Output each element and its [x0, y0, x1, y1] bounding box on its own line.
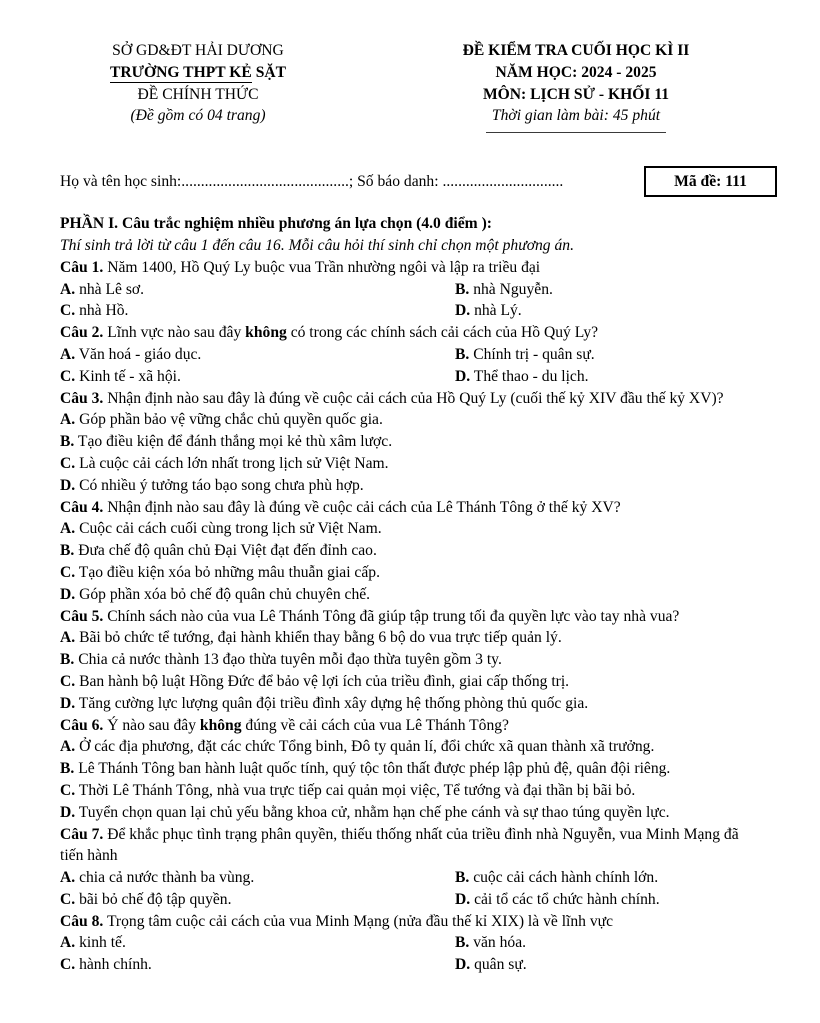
department-name: SỞ GD&ĐT HẢI DƯƠNG — [112, 42, 284, 59]
q5-option-A: A. Bãi bỏ chức tể tướng, đại hành khiển thay bằng 6 bộ do vua trực tiếp quản lý. — [60, 629, 562, 647]
student-info-row — [60, 166, 777, 197]
q6-option-B-letter: B. — [60, 760, 75, 778]
q5-stem: Câu 5. Chính sách nào của vua Lê Thánh Tông đã giúp tập trung tối đa quyền lực vào tay nhà vua? — [60, 607, 680, 625]
q2-stem: Câu 2. Lĩnh vực nào sau đây không có trong các chính sách cải cách của Hồ Quý Ly? — [60, 324, 599, 342]
q8-option-D-letter: D. — [455, 956, 471, 974]
q3-option-B: B. Tạo điều kiện để đánh thắng mọi kẻ thù xâm lược. — [60, 433, 393, 451]
school-year: NĂM HỌC: 2024 - 2025 — [495, 63, 657, 81]
q8-option-C-letter: C. — [60, 956, 76, 974]
q5-option-C: C. Ban hành bộ luật Hồng Đức để bảo vệ lợi ích của triều đình, giai cấp thống trị. — [60, 672, 570, 690]
q2-option-B-letter: B. — [455, 345, 470, 363]
q7-number: Câu 7. — [60, 825, 104, 843]
q6-option-D-letter: D. — [60, 803, 76, 821]
student-name-dotted-line: ........................................... — [181, 172, 349, 190]
official-exam-label: ĐỀ CHÍNH THỨC — [137, 85, 259, 103]
q7-option-C: C. bãi bỏ chế độ tập quyền. — [60, 890, 232, 908]
q1-option-C-letter: C. — [60, 302, 76, 320]
q2-option-D-letter: D. — [455, 367, 471, 385]
q7-options — [60, 867, 763, 911]
q2-option-C-letter: C. — [60, 367, 76, 385]
q3-option-D-letter: D. — [60, 476, 76, 494]
q8-option-A-letter: A. — [60, 934, 76, 952]
part1-heading: PHẦN I. Câu trắc nghiệm nhiều phương án lựa chọn (4.0 điểm ): — [60, 215, 492, 233]
q5-option-D-letter: D. — [60, 694, 76, 712]
q7-option-B-letter: B. — [455, 869, 470, 887]
q2-option-A-letter: A. — [60, 345, 76, 363]
school-name — [58, 62, 338, 84]
q3-option-C: C. Là cuộc cải cách lớn nhất trong lịch sử Việt Nam. — [60, 454, 389, 472]
q4-option-C: C. Tạo điều kiện xóa bỏ những mâu thuẫn giai cấp. — [60, 563, 380, 581]
q6-option-D: D. Tuyển chọn quan lại chủ yếu bằng khoa cử, nhằm hạn chế phe cánh và sự thao túng quyền lực. — [60, 803, 670, 821]
part1-instruction: Thí sinh trả lời từ câu 1 đến câu 16. Mỗi câu hỏi thí sinh chỉ chọn một phương án. — [60, 236, 574, 254]
q3-options — [60, 409, 763, 496]
q7-option-B: B. cuộc cải cách hành chính lớn. — [455, 869, 659, 887]
q1-option-D: D. nhà Lý. — [455, 302, 522, 320]
q5-option-C-letter: C. — [60, 672, 76, 690]
header-right-block — [398, 40, 754, 133]
q6-stem: Câu 6. Ý nào sau đây không đúng về cải cách của vua Lê Thánh Tông? — [60, 716, 509, 734]
q4-option-A-letter: A. — [60, 520, 76, 538]
q8-option-B-letter: B. — [455, 934, 470, 952]
q4-option-A: A. Cuộc cải cách cuối cùng trong lịch sử Việt Nam. — [60, 520, 382, 538]
q7-option-A-letter: A. — [60, 869, 76, 887]
q4-stem: Câu 4. Nhận định nào sau đây là đúng về cuộc cải cách của Lê Thánh Tông ở thế kỷ XV? — [60, 498, 621, 516]
q8-option-B: B. văn hóa. — [455, 934, 527, 952]
q6-option-A-letter: A. — [60, 738, 76, 756]
q1-number: Câu 1. — [60, 258, 104, 276]
q1-stem: Câu 1. Năm 1400, Hồ Quý Ly buộc vua Trần nhường ngôi và lập ra triều đại — [60, 258, 541, 276]
q7-option-D-letter: D. — [455, 890, 471, 908]
q4-options — [60, 518, 763, 605]
q6-option-A: A. Ở các địa phương, đặt các chức Tổng binh, Đô ty quản lí, đổi chức xã quan thành xã trưởng. — [60, 738, 655, 756]
q5-option-D: D. Tăng cường lực lượng quân đội triều đình xây dựng hệ thống phòng thủ quốc gia. — [60, 694, 589, 712]
q6-option-C: C. Thời Lê Thánh Tông, nhà vua trực tiếp cai quản mọi việc, Tể tướng và đại thần bị bãi bỏ. — [60, 781, 636, 799]
q1-option-B-letter: B. — [455, 280, 470, 298]
q3-option-A-letter: A. — [60, 411, 76, 429]
q1-options — [60, 279, 763, 323]
q4-option-B-letter: B. — [60, 542, 75, 560]
q6-option-C-letter: C. — [60, 781, 76, 799]
q1-option-D-letter: D. — [455, 302, 471, 320]
exam-code-label: Mã đề: 111 — [674, 172, 747, 190]
q3-option-B-letter: B. — [60, 433, 75, 451]
q5-number: Câu 5. — [60, 607, 104, 625]
q4-option-C-letter: C. — [60, 563, 76, 581]
subject-grade: MÔN: LỊCH SỬ - KHỐI 11 — [482, 85, 670, 103]
header-divider-line — [486, 132, 666, 133]
q6-option-B: B. Lê Thánh Tông ban hành luật quốc tính, quý tộc tôn thất được phép lập phủ đệ, quân đội riêng. — [60, 760, 671, 778]
q3-stem: Câu 3. Nhận định nào sau đây là đúng về cuộc cải cách của Hồ Quý Ly (cuối thế kỷ XIV đầu thế kỷ XV)? — [60, 389, 724, 407]
questions-list — [60, 257, 763, 976]
exam-body — [60, 213, 763, 976]
exam-code-box — [644, 166, 777, 197]
student-id-label: ; Số báo danh: — [348, 172, 443, 190]
exam-title: ĐỀ KIỂM TRA CUỐI HỌC KÌ II — [462, 42, 690, 59]
q6-options — [60, 736, 763, 823]
q4-option-D: D. Góp phần xóa bỏ chế độ quân chủ chuyên chế. — [60, 585, 371, 603]
q3-option-A: A. Góp phần bảo vệ vững chắc chủ quyền quốc gia. — [60, 411, 383, 429]
q6-number: Câu 6. — [60, 716, 104, 734]
q2-option-B: B. Chính trị - quân sự. — [455, 345, 595, 363]
q1-option-C: C. nhà Hồ. — [60, 302, 129, 320]
q5-option-B: B. Chia cả nước thành 13 đạo thừa tuyên mỗi đạo thừa tuyên gồm 3 ty. — [60, 651, 502, 669]
student-name-label: Họ và tên học sinh: — [60, 172, 182, 190]
q5-option-B-letter: B. — [60, 651, 75, 669]
q3-option-D: D. Có nhiều ý tưởng táo bạo song chưa phù hợp. — [60, 476, 364, 494]
q8-option-D: D. quân sự. — [455, 956, 527, 974]
q2-option-D: D. Thể thao - du lịch. — [455, 367, 589, 385]
exam-duration: Thời gian làm bài: 45 phút — [491, 107, 661, 125]
q2-option-C: C. Kinh tế - xã hội. — [60, 367, 181, 385]
q7-option-A: A. chia cả nước thành ba vùng. — [60, 869, 255, 887]
q7-stem: Câu 7. Để khắc phục tình trạng phân quyền, thiếu thống nhất của triều đình nhà Nguyễn, vua Minh Mạng đã tiến hành — [60, 825, 739, 865]
q8-option-A: A. kinh tế. — [60, 934, 126, 952]
student-info-line — [60, 171, 563, 193]
q8-options — [60, 932, 763, 976]
student-id-dotted-line: ............................... — [442, 172, 564, 190]
q5-option-A-letter: A. — [60, 629, 76, 647]
header-left-block — [58, 40, 338, 133]
q2-option-A: A. Văn hoá - giáo dục. — [60, 345, 202, 363]
q3-option-C-letter: C. — [60, 454, 76, 472]
q1-option-B: B. nhà Nguyễn. — [455, 280, 553, 298]
q1-option-A-letter: A. — [60, 280, 76, 298]
q7-option-C-letter: C. — [60, 890, 76, 908]
q8-stem: Câu 8. Trọng tâm cuộc cải cách của vua Minh Mạng (nửa đầu thế kỉ XIX) là về lĩnh vực — [60, 912, 614, 930]
q1-option-A: A. nhà Lê sơ. — [60, 280, 145, 298]
q4-number: Câu 4. — [60, 498, 104, 516]
q4-option-B: B. Đưa chế độ quân chủ Đại Việt đạt đến đỉnh cao. — [60, 542, 377, 560]
school-name-underlined: TRƯỜNG THPT KẺ — [109, 63, 252, 81]
q4-option-D-letter: D. — [60, 585, 76, 603]
q2-number: Câu 2. — [60, 324, 104, 342]
q8-option-C: C. hành chính. — [60, 956, 152, 974]
q5-options — [60, 627, 763, 714]
q7-option-D: D. cải tổ các tổ chức hành chính. — [455, 890, 660, 908]
q3-number: Câu 3. — [60, 389, 104, 407]
school-name-tail: SẶT — [251, 63, 287, 81]
q8-number: Câu 8. — [60, 912, 104, 930]
q2-options — [60, 344, 763, 388]
exam-header — [0, 0, 820, 133]
pages-note: (Đề gồm có 04 trang) — [130, 107, 266, 125]
